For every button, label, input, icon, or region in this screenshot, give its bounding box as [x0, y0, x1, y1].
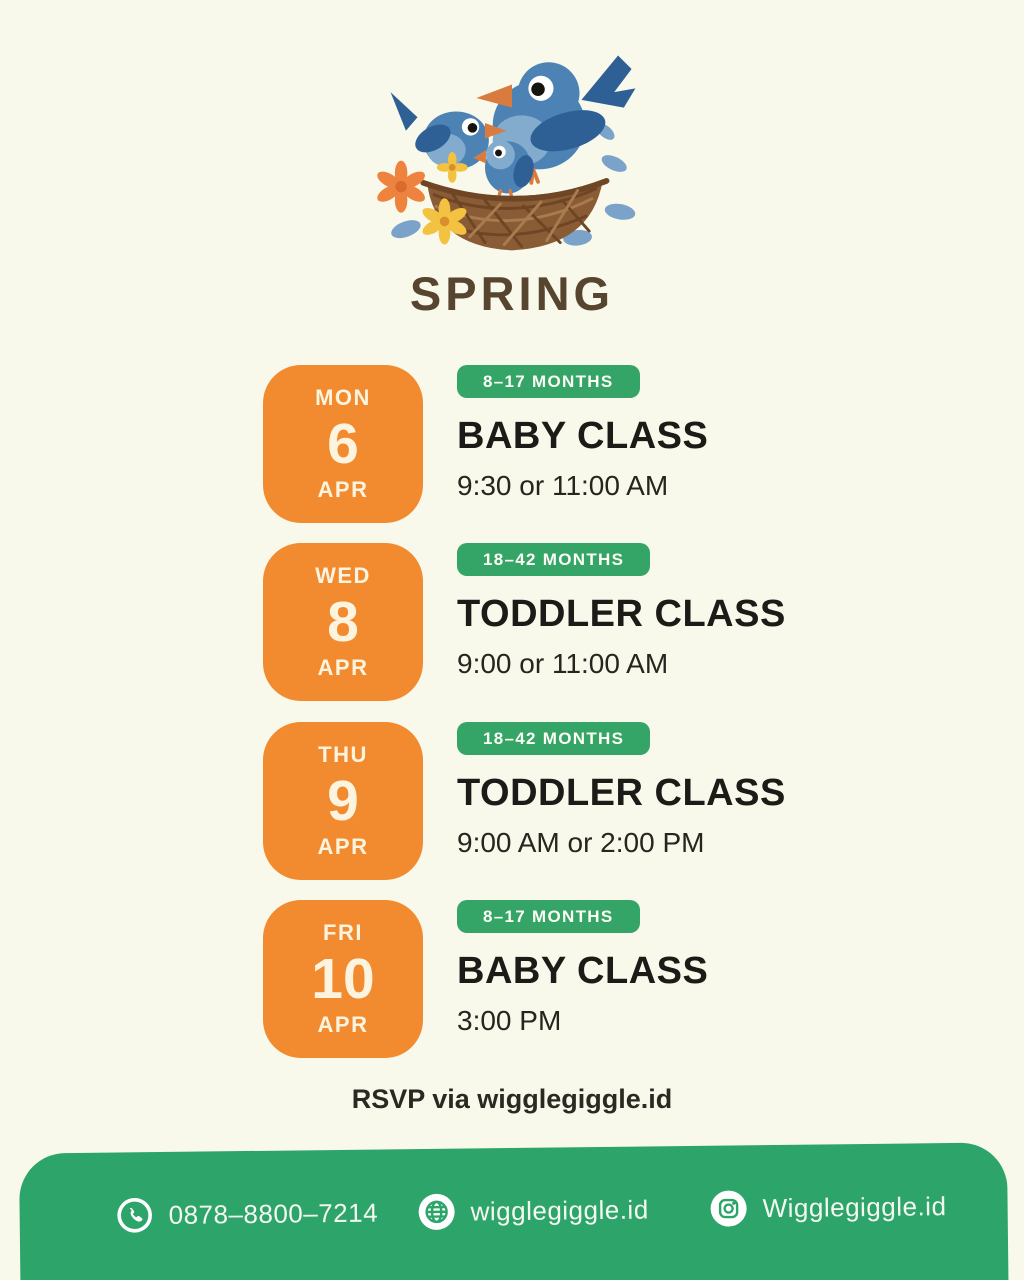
class-name: TODDLER CLASS	[457, 772, 786, 814]
page-title: SPRING	[409, 267, 615, 320]
contact-phone	[115, 1194, 378, 1235]
orange-flower	[377, 161, 428, 213]
footer-contact-bar	[19, 1142, 1009, 1280]
instagram-icon	[709, 1189, 747, 1227]
bird-nest-icon	[377, 40, 647, 262]
day-number: 10	[311, 947, 375, 1011]
contact-instagram	[709, 1187, 946, 1228]
class-name: TODDLER CLASS	[457, 593, 786, 635]
class-info	[457, 722, 786, 859]
day-number: 9	[327, 769, 359, 833]
instagram-handle: Wigglegiggle.id	[762, 1190, 947, 1223]
age-range-badge: 18–42 MONTHS	[457, 722, 650, 755]
day-name: WED	[315, 563, 371, 588]
class-name: BABY CLASS	[457, 950, 709, 992]
day-number: 8	[327, 590, 359, 654]
contact-website	[417, 1190, 648, 1231]
whatsapp-icon	[115, 1196, 153, 1234]
class-name: BABY CLASS	[457, 415, 709, 457]
class-info	[457, 543, 786, 680]
month-label: APR	[317, 1012, 369, 1037]
age-range-badge: 8–17 MONTHS	[457, 900, 640, 933]
day-name: FRI	[323, 920, 363, 945]
date-tile	[263, 900, 423, 1058]
schedule-row-mon-6	[263, 365, 823, 525]
age-range-badge: 18–42 MONTHS	[457, 543, 650, 576]
website-url: wigglegiggle.id	[470, 1193, 649, 1226]
phone-number: 0878–8800–7214	[168, 1197, 379, 1230]
class-time: 9:30 or 11:00 AM	[457, 470, 669, 501]
date-tile	[263, 543, 423, 701]
class-time: 9:00 AM or 2:00 PM	[457, 827, 705, 858]
rsvp-note: RSVP via wigglegiggle.id	[351, 1084, 673, 1114]
month-label: APR	[317, 834, 369, 859]
date-tile	[263, 722, 423, 880]
month-label: APR	[317, 477, 369, 502]
schedule-row-thu-9	[263, 722, 823, 882]
class-time: 9:00 or 11:00 AM	[457, 648, 669, 679]
globe-icon	[417, 1193, 455, 1231]
month-label: APR	[317, 655, 369, 680]
day-name: THU	[318, 742, 368, 767]
age-range-badge: 8–17 MONTHS	[457, 365, 640, 398]
day-name: MON	[315, 385, 371, 410]
date-tile	[263, 365, 423, 523]
bird-family-illustration	[377, 40, 647, 267]
class-time: 3:00 PM	[457, 1005, 562, 1036]
schedule-row-wed-8	[263, 543, 823, 703]
schedule-row-fri-10	[263, 900, 823, 1060]
class-info	[457, 365, 708, 502]
day-number: 6	[327, 412, 359, 476]
class-info	[457, 900, 708, 1037]
